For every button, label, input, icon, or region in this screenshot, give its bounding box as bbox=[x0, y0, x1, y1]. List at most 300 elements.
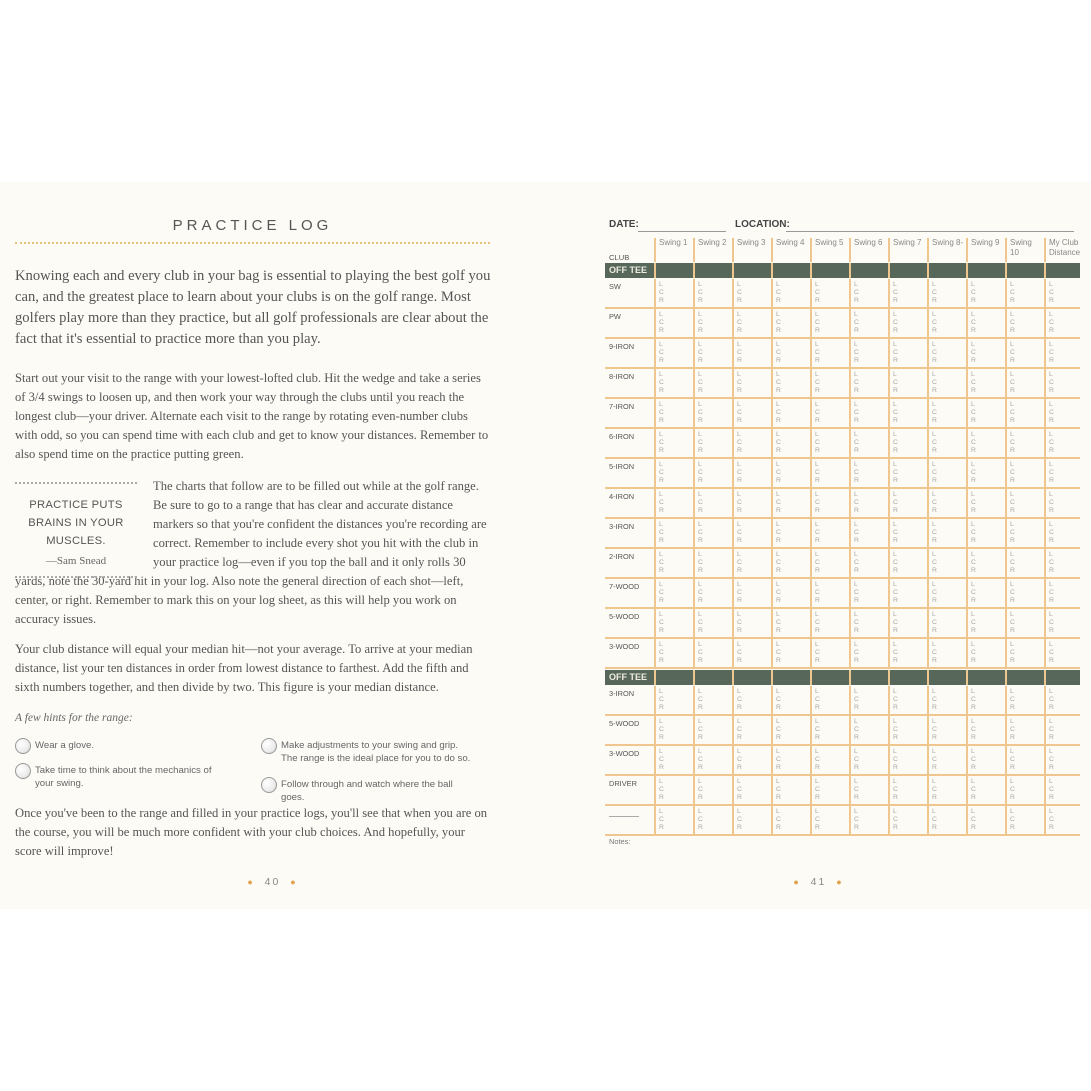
lcr-cell[interactable] bbox=[849, 579, 886, 607]
lcr-cell[interactable] bbox=[849, 399, 886, 427]
lcr-cell[interactable] bbox=[927, 309, 964, 337]
cell-letter: C bbox=[854, 349, 859, 356]
lcr-cell[interactable] bbox=[810, 579, 847, 607]
lcr-cell[interactable] bbox=[693, 279, 730, 307]
lcr-cell[interactable] bbox=[654, 716, 691, 744]
lcr-cell[interactable] bbox=[927, 776, 964, 804]
lcr-cell[interactable] bbox=[966, 806, 1003, 834]
lcr-cell[interactable] bbox=[1005, 746, 1042, 774]
lcr-cell[interactable] bbox=[654, 489, 691, 517]
cell-letter: R bbox=[815, 764, 820, 771]
lcr-cell[interactable] bbox=[1044, 746, 1081, 774]
lcr-cell[interactable] bbox=[693, 579, 730, 607]
lcr-cell[interactable] bbox=[693, 429, 730, 457]
cell-letter: C bbox=[854, 696, 859, 703]
lcr-cell[interactable] bbox=[771, 686, 808, 714]
cell-letter: R bbox=[932, 417, 937, 424]
column-header: Swing 6 bbox=[849, 238, 886, 262]
lcr-cell[interactable] bbox=[810, 519, 847, 547]
lcr-cell[interactable] bbox=[771, 549, 808, 577]
lcr-cell[interactable] bbox=[771, 399, 808, 427]
lcr-cell[interactable] bbox=[810, 549, 847, 577]
lcr-cell[interactable] bbox=[927, 369, 964, 397]
lcr-cell[interactable] bbox=[849, 746, 886, 774]
lcr-cell[interactable] bbox=[849, 519, 886, 547]
lcr-cell[interactable] bbox=[1005, 489, 1042, 517]
lcr-cell[interactable] bbox=[927, 686, 964, 714]
lcr-cell[interactable] bbox=[654, 686, 691, 714]
lcr-cell[interactable] bbox=[888, 639, 925, 667]
cell-letter: R bbox=[893, 357, 898, 364]
lcr-cell[interactable] bbox=[927, 339, 964, 367]
lcr-cell[interactable] bbox=[1005, 339, 1042, 367]
cell-letter: R bbox=[698, 357, 703, 364]
lcr-cell[interactable] bbox=[693, 549, 730, 577]
cell-letter: L bbox=[932, 778, 936, 785]
cell-letter: C bbox=[1010, 619, 1015, 626]
lcr-cell[interactable] bbox=[810, 399, 847, 427]
lcr-cell[interactable] bbox=[1044, 519, 1081, 547]
lcr-cell[interactable] bbox=[810, 309, 847, 337]
lcr-cell[interactable] bbox=[1005, 459, 1042, 487]
lcr-cell[interactable] bbox=[966, 609, 1003, 637]
lcr-cell[interactable] bbox=[849, 716, 886, 744]
lcr-cell[interactable] bbox=[1044, 489, 1081, 517]
lcr-cell[interactable] bbox=[771, 716, 808, 744]
cell-letter: C bbox=[659, 379, 664, 386]
lcr-cell[interactable] bbox=[927, 519, 964, 547]
cell-letter: L bbox=[893, 611, 897, 618]
club-name: 8-IRON bbox=[609, 372, 635, 381]
lcr-cell[interactable] bbox=[810, 776, 847, 804]
lcr-cell[interactable] bbox=[732, 399, 769, 427]
lcr-cell[interactable] bbox=[732, 549, 769, 577]
lcr-cell[interactable] bbox=[966, 309, 1003, 337]
table-row bbox=[605, 806, 1080, 836]
lcr-cell[interactable] bbox=[966, 776, 1003, 804]
cell-letter: R bbox=[1049, 794, 1054, 801]
lcr-cell[interactable] bbox=[1005, 579, 1042, 607]
lcr-cell[interactable] bbox=[966, 519, 1003, 547]
lcr-cell[interactable] bbox=[927, 806, 964, 834]
lcr-cell[interactable] bbox=[810, 716, 847, 744]
page-number-text: 40 bbox=[264, 876, 281, 888]
lcr-cell[interactable] bbox=[693, 639, 730, 667]
lcr-cell[interactable] bbox=[732, 369, 769, 397]
lcr-cell[interactable] bbox=[693, 776, 730, 804]
lcr-cell[interactable] bbox=[1044, 806, 1081, 834]
lcr-cell[interactable] bbox=[1005, 549, 1042, 577]
cell-letter: C bbox=[893, 469, 898, 476]
lcr-cell[interactable] bbox=[771, 489, 808, 517]
cell-letter: L bbox=[971, 641, 975, 648]
lcr-cell[interactable] bbox=[966, 399, 1003, 427]
lcr-cell[interactable] bbox=[1005, 806, 1042, 834]
lcr-cell[interactable] bbox=[693, 686, 730, 714]
lcr-cell[interactable] bbox=[888, 309, 925, 337]
lcr-cell[interactable] bbox=[732, 279, 769, 307]
lcr-cell[interactable] bbox=[927, 429, 964, 457]
cell-letter: L bbox=[815, 808, 819, 815]
lcr-cell[interactable] bbox=[966, 639, 1003, 667]
cell-letter: C bbox=[854, 319, 859, 326]
lcr-cell[interactable] bbox=[654, 429, 691, 457]
lcr-cell[interactable] bbox=[693, 309, 730, 337]
lcr-cell[interactable] bbox=[810, 369, 847, 397]
lcr-cell[interactable] bbox=[1005, 399, 1042, 427]
lcr-cell[interactable] bbox=[849, 429, 886, 457]
lcr-cell[interactable] bbox=[888, 609, 925, 637]
lcr-cell[interactable] bbox=[771, 309, 808, 337]
lcr-cell[interactable] bbox=[888, 459, 925, 487]
section-label: OFF TEE bbox=[609, 672, 647, 682]
cell-letter: C bbox=[1049, 289, 1054, 296]
lcr-cell[interactable] bbox=[1005, 519, 1042, 547]
club-blank-line[interactable] bbox=[609, 816, 639, 817]
cell-letter: C bbox=[698, 409, 703, 416]
cell-letter: L bbox=[698, 311, 702, 318]
lcr-cell[interactable] bbox=[771, 746, 808, 774]
lcr-cell[interactable] bbox=[732, 609, 769, 637]
cell-letter: L bbox=[854, 611, 858, 618]
lcr-cell[interactable] bbox=[654, 579, 691, 607]
lcr-cell[interactable] bbox=[771, 369, 808, 397]
lcr-cell[interactable] bbox=[1044, 399, 1081, 427]
lcr-cell[interactable] bbox=[771, 639, 808, 667]
location-field-line[interactable] bbox=[786, 231, 1074, 232]
cell-letter: R bbox=[1010, 537, 1015, 544]
lcr-cell[interactable] bbox=[771, 776, 808, 804]
lcr-cell[interactable] bbox=[888, 686, 925, 714]
lcr-cell[interactable] bbox=[693, 746, 730, 774]
lcr-cell[interactable] bbox=[654, 399, 691, 427]
cell-letter: L bbox=[1049, 688, 1053, 695]
cell-letter: C bbox=[854, 649, 859, 656]
cell-letter: R bbox=[1049, 704, 1054, 711]
lcr-cell[interactable] bbox=[654, 519, 691, 547]
lcr-cell[interactable] bbox=[810, 609, 847, 637]
hint-text: Follow through and watch where the ball goes. bbox=[281, 779, 453, 803]
cell-letter: C bbox=[776, 439, 781, 446]
lcr-cell[interactable] bbox=[693, 369, 730, 397]
lcr-cell[interactable] bbox=[966, 459, 1003, 487]
cell-letter: L bbox=[971, 688, 975, 695]
lcr-cell[interactable] bbox=[927, 746, 964, 774]
lcr-cell[interactable] bbox=[693, 339, 730, 367]
lcr-cell[interactable] bbox=[732, 459, 769, 487]
cell-letter: R bbox=[737, 734, 742, 741]
lcr-cell[interactable] bbox=[966, 686, 1003, 714]
lcr-cell[interactable] bbox=[927, 279, 964, 307]
lcr-cell[interactable] bbox=[966, 549, 1003, 577]
cell-letter: R bbox=[1010, 597, 1015, 604]
lcr-cell[interactable] bbox=[1044, 309, 1081, 337]
lcr-cell[interactable] bbox=[771, 459, 808, 487]
table-row bbox=[605, 399, 1080, 429]
lcr-cell[interactable] bbox=[888, 429, 925, 457]
cell-letter: C bbox=[815, 696, 820, 703]
lcr-cell[interactable] bbox=[849, 279, 886, 307]
lcr-cell[interactable] bbox=[849, 489, 886, 517]
lcr-cell[interactable] bbox=[732, 309, 769, 337]
cell-letter: C bbox=[854, 589, 859, 596]
lcr-cell[interactable] bbox=[732, 639, 769, 667]
cell-letter: R bbox=[971, 447, 976, 454]
cell-letter: C bbox=[854, 499, 859, 506]
lcr-cell[interactable] bbox=[1044, 459, 1081, 487]
cell-letter: R bbox=[854, 477, 859, 484]
lcr-cell[interactable] bbox=[966, 279, 1003, 307]
cell-letter: R bbox=[971, 794, 976, 801]
lcr-cell[interactable] bbox=[732, 686, 769, 714]
date-field-line[interactable] bbox=[638, 231, 726, 232]
cell-letter: L bbox=[854, 431, 858, 438]
lcr-cell[interactable] bbox=[810, 429, 847, 457]
cell-letter: L bbox=[893, 778, 897, 785]
cell-letter: R bbox=[1010, 417, 1015, 424]
lcr-cell[interactable] bbox=[1005, 279, 1042, 307]
table-row bbox=[605, 369, 1080, 399]
cell-letter: C bbox=[893, 289, 898, 296]
cell-letter: C bbox=[815, 409, 820, 416]
lcr-cell[interactable] bbox=[966, 369, 1003, 397]
lcr-cell[interactable] bbox=[1044, 609, 1081, 637]
lcr-cell[interactable] bbox=[888, 549, 925, 577]
lcr-cell[interactable] bbox=[771, 429, 808, 457]
cell-letter: C bbox=[698, 816, 703, 823]
club-name: 2-IRON bbox=[609, 552, 635, 561]
cell-letter: L bbox=[893, 551, 897, 558]
cell-letter: C bbox=[815, 499, 820, 506]
lcr-cell[interactable] bbox=[1005, 609, 1042, 637]
lcr-cell[interactable] bbox=[849, 686, 886, 714]
lcr-cell[interactable] bbox=[888, 806, 925, 834]
lcr-cell[interactable] bbox=[888, 489, 925, 517]
lcr-cell[interactable] bbox=[693, 489, 730, 517]
lcr-cell[interactable] bbox=[1005, 369, 1042, 397]
lcr-cell[interactable] bbox=[888, 746, 925, 774]
lcr-cell[interactable] bbox=[849, 459, 886, 487]
lcr-cell[interactable] bbox=[849, 339, 886, 367]
lcr-cell[interactable] bbox=[693, 399, 730, 427]
lcr-cell[interactable] bbox=[927, 549, 964, 577]
cell-letter: L bbox=[737, 461, 741, 468]
lcr-cell[interactable] bbox=[654, 549, 691, 577]
table-row bbox=[605, 716, 1080, 746]
cell-letter: C bbox=[776, 379, 781, 386]
column-separator bbox=[966, 670, 968, 685]
lcr-cell[interactable] bbox=[888, 776, 925, 804]
lcr-cell[interactable] bbox=[693, 806, 730, 834]
lcr-cell[interactable] bbox=[732, 776, 769, 804]
cell-letter: R bbox=[659, 824, 664, 831]
lcr-cell[interactable] bbox=[888, 279, 925, 307]
lcr-cell[interactable] bbox=[966, 489, 1003, 517]
cell-letter: R bbox=[776, 824, 781, 831]
lcr-cell[interactable] bbox=[810, 489, 847, 517]
cell-letter: L bbox=[893, 401, 897, 408]
cell-letter: C bbox=[659, 439, 664, 446]
lcr-cell[interactable] bbox=[732, 806, 769, 834]
cell-letter: L bbox=[776, 581, 780, 588]
lcr-cell[interactable] bbox=[1044, 639, 1081, 667]
lcr-cell[interactable] bbox=[1005, 429, 1042, 457]
cell-letter: L bbox=[854, 461, 858, 468]
lcr-cell[interactable] bbox=[654, 806, 691, 834]
lcr-cell[interactable] bbox=[771, 806, 808, 834]
lcr-cell[interactable] bbox=[732, 716, 769, 744]
lcr-cell[interactable] bbox=[810, 746, 847, 774]
lcr-cell[interactable] bbox=[1044, 776, 1081, 804]
lcr-cell[interactable] bbox=[810, 279, 847, 307]
lcr-cell[interactable] bbox=[810, 339, 847, 367]
lcr-cell[interactable] bbox=[771, 519, 808, 547]
cell-letter: C bbox=[932, 786, 937, 793]
cell-letter: C bbox=[815, 726, 820, 733]
lcr-cell[interactable] bbox=[1005, 639, 1042, 667]
lcr-cell[interactable] bbox=[810, 806, 847, 834]
column-header: Swing 7 bbox=[888, 238, 925, 262]
cell-letter: C bbox=[932, 409, 937, 416]
lcr-cell[interactable] bbox=[1005, 686, 1042, 714]
lcr-cell[interactable] bbox=[771, 609, 808, 637]
lcr-cell[interactable] bbox=[732, 489, 769, 517]
cell-letter: R bbox=[971, 704, 976, 711]
cell-letter: C bbox=[971, 649, 976, 656]
cell-letter: C bbox=[893, 439, 898, 446]
lcr-cell[interactable] bbox=[693, 609, 730, 637]
cell-letter: R bbox=[737, 567, 742, 574]
section-label: OFF TEE bbox=[609, 265, 647, 275]
lcr-cell[interactable] bbox=[693, 716, 730, 744]
quote-author: —Sam Snead bbox=[45, 555, 107, 567]
lcr-cell[interactable] bbox=[888, 579, 925, 607]
cell-letter: L bbox=[932, 641, 936, 648]
lcr-cell[interactable] bbox=[1044, 716, 1081, 744]
cell-letter: C bbox=[698, 319, 703, 326]
lcr-cell[interactable] bbox=[849, 309, 886, 337]
lcr-cell[interactable] bbox=[927, 459, 964, 487]
lcr-cell[interactable] bbox=[1005, 716, 1042, 744]
lcr-cell[interactable] bbox=[966, 339, 1003, 367]
cell-letter: C bbox=[1049, 499, 1054, 506]
lcr-cell[interactable] bbox=[849, 806, 886, 834]
lcr-cell[interactable] bbox=[1044, 549, 1081, 577]
lcr-cell[interactable] bbox=[849, 549, 886, 577]
lcr-cell[interactable] bbox=[927, 399, 964, 427]
lcr-cell[interactable] bbox=[654, 339, 691, 367]
lcr-cell[interactable] bbox=[1044, 279, 1081, 307]
lcr-cell[interactable] bbox=[888, 369, 925, 397]
cell-letter: L bbox=[893, 371, 897, 378]
cell-letter: R bbox=[971, 657, 976, 664]
lcr-cell[interactable] bbox=[732, 339, 769, 367]
lcr-cell[interactable] bbox=[966, 579, 1003, 607]
cell-letter: L bbox=[659, 281, 663, 288]
table-row bbox=[605, 579, 1080, 609]
cell-letter: L bbox=[971, 491, 975, 498]
cell-letter: C bbox=[737, 589, 742, 596]
cell-letter: C bbox=[932, 726, 937, 733]
cell-letter: R bbox=[698, 327, 703, 334]
lcr-cell[interactable] bbox=[771, 339, 808, 367]
lcr-cell[interactable] bbox=[693, 519, 730, 547]
lcr-cell[interactable] bbox=[654, 459, 691, 487]
cell-letter: L bbox=[776, 688, 780, 695]
lcr-cell[interactable] bbox=[810, 686, 847, 714]
lcr-cell[interactable] bbox=[654, 746, 691, 774]
lcr-cell[interactable] bbox=[849, 639, 886, 667]
lcr-cell[interactable] bbox=[1005, 309, 1042, 337]
cell-letter: C bbox=[971, 499, 976, 506]
lcr-cell[interactable] bbox=[1044, 579, 1081, 607]
lcr-cell[interactable] bbox=[966, 716, 1003, 744]
cell-letter: R bbox=[776, 597, 781, 604]
lcr-cell[interactable] bbox=[810, 459, 847, 487]
cell-letter: L bbox=[893, 341, 897, 348]
lcr-cell[interactable] bbox=[654, 639, 691, 667]
cell-letter: R bbox=[659, 387, 664, 394]
lcr-cell[interactable] bbox=[849, 609, 886, 637]
cell-letter: L bbox=[971, 718, 975, 725]
lcr-cell[interactable] bbox=[732, 429, 769, 457]
lcr-cell[interactable] bbox=[654, 369, 691, 397]
lcr-cell[interactable] bbox=[810, 639, 847, 667]
cell-letter: R bbox=[815, 297, 820, 304]
lcr-cell[interactable] bbox=[732, 519, 769, 547]
lcr-cell[interactable] bbox=[1044, 686, 1081, 714]
cell-letter: R bbox=[698, 297, 703, 304]
paragraph-closing: Once you've been to the range and filled in your practice logs, you'll see that when you are on the course, you will be much more confident with your club choices. And hopefully, your score will improve! bbox=[15, 806, 488, 858]
lcr-cell[interactable] bbox=[888, 339, 925, 367]
lcr-cell[interactable] bbox=[927, 716, 964, 744]
lcr-cell[interactable] bbox=[888, 399, 925, 427]
lcr-cell[interactable] bbox=[732, 746, 769, 774]
lcr-cell[interactable] bbox=[1044, 339, 1081, 367]
cell-letter: C bbox=[1010, 559, 1015, 566]
lcr-cell[interactable] bbox=[654, 279, 691, 307]
cell-letter: R bbox=[1010, 477, 1015, 484]
lcr-cell[interactable] bbox=[849, 776, 886, 804]
cell-letter: C bbox=[932, 529, 937, 536]
lcr-cell[interactable] bbox=[693, 459, 730, 487]
lcr-cell[interactable] bbox=[966, 746, 1003, 774]
lcr-cell[interactable] bbox=[654, 609, 691, 637]
lcr-cell[interactable] bbox=[927, 489, 964, 517]
cell-letter: L bbox=[815, 311, 819, 318]
lcr-cell[interactable] bbox=[927, 639, 964, 667]
lcr-cell[interactable] bbox=[927, 609, 964, 637]
cell-letter: R bbox=[1010, 507, 1015, 514]
cell-letter: R bbox=[776, 357, 781, 364]
cell-letter: C bbox=[854, 379, 859, 386]
lcr-cell[interactable] bbox=[771, 579, 808, 607]
column-header: Swing 9 bbox=[966, 238, 1003, 262]
lcr-cell[interactable] bbox=[771, 279, 808, 307]
lcr-cell[interactable] bbox=[1044, 429, 1081, 457]
lcr-cell[interactable] bbox=[927, 579, 964, 607]
lcr-cell[interactable] bbox=[849, 369, 886, 397]
cell-letter: C bbox=[659, 349, 664, 356]
lcr-cell[interactable] bbox=[888, 519, 925, 547]
lcr-cell[interactable] bbox=[654, 309, 691, 337]
lcr-cell[interactable] bbox=[966, 429, 1003, 457]
lcr-cell[interactable] bbox=[732, 579, 769, 607]
lcr-cell[interactable] bbox=[1005, 776, 1042, 804]
lcr-cell[interactable] bbox=[1044, 369, 1081, 397]
lcr-cell[interactable] bbox=[888, 716, 925, 744]
lcr-cell[interactable] bbox=[654, 776, 691, 804]
